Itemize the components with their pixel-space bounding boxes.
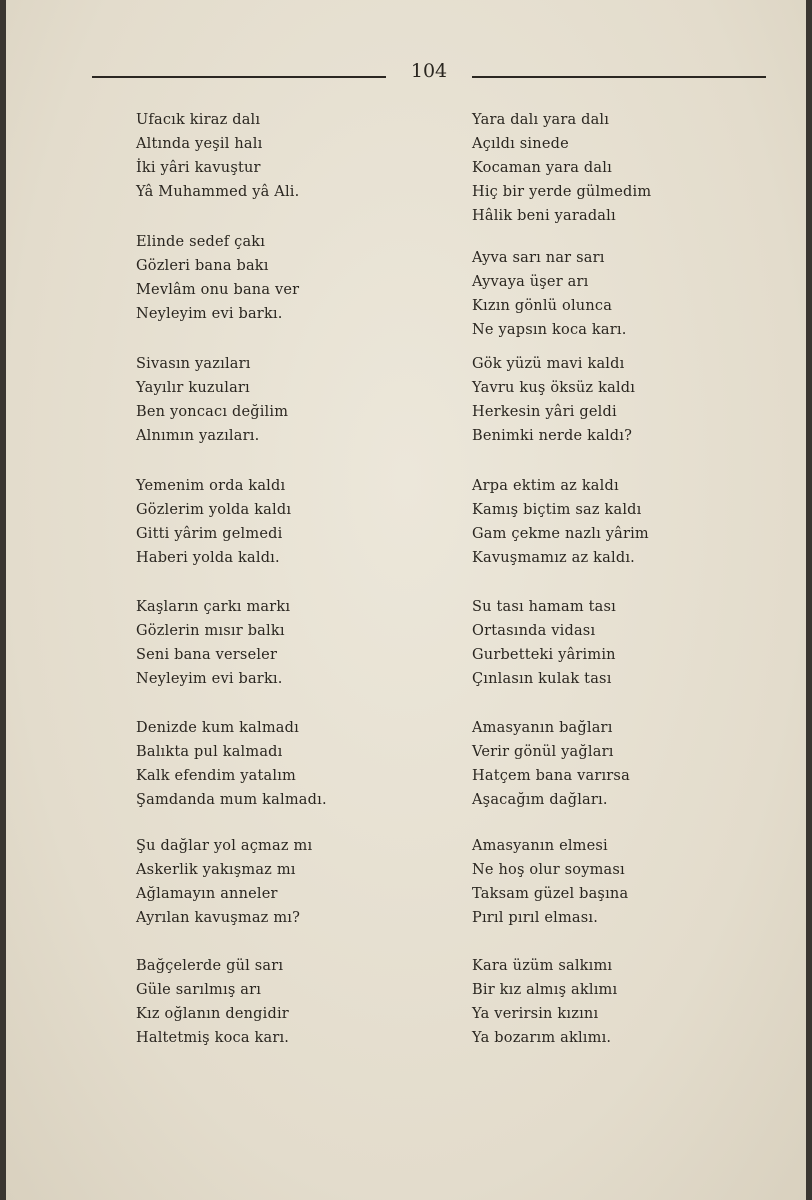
poem-line: Gitti yârim gelmedi [136,526,283,542]
poem-line: Elinde sedef çakı [136,234,266,250]
poem-line: Sivasın yazıları [136,356,251,372]
poem-line: Gözlerin mısır balkı [136,623,285,639]
poem-line: Bir kız almış aklımı [472,982,618,998]
poem-line: Ufacık kiraz dalı [136,112,261,128]
poem-line: Gök yüzü mavi kaldı [472,356,625,372]
poem-line: Kocaman yara dalı [472,160,612,176]
poem-line: Ayvaya üşer arı [472,274,589,290]
poem-line: Amasyanın elmesi [472,838,608,854]
poem-line: Pırıl pırıl elması. [472,910,599,926]
poem-line: Ne yapsın koca karı. [472,322,627,338]
poem-line: Kamış biçtim saz kaldı [472,502,642,518]
page-number: 104 [410,60,448,82]
poem-line: Aşacağım dağları. [472,792,608,808]
poem-line: Açıldı sinede [472,136,569,152]
poem-line: Neyleyim evi barkı. [136,306,283,322]
poem-line: Altında yeşil halı [136,136,263,152]
book-page [6,0,806,1200]
poem-line: Su tası hamam tası [472,599,616,615]
poem-line: Askerlik yakışmaz mı [136,862,296,878]
poem-line: Hâlik beni yaradalı [472,208,616,224]
poem-line: Kavuşmamız az kaldı. [472,550,635,566]
poem-line: Kara üzüm salkımı [472,958,613,974]
poem-line: Çınlasın kulak tası [472,671,612,687]
poem-line: Benimki nerde kaldı? [472,428,633,444]
poem-line: Gam çekme nazlı yârim [472,526,649,542]
poem-line: Kalk efendim yatalım [136,768,296,784]
poem-line: Gözlerim yolda kaldı [136,502,292,518]
header-rule-right [472,76,766,78]
poem-line: Ayrılan kavuşmaz mı? [136,910,301,926]
poem-line: Neyleyim evi barkı. [136,671,283,687]
poem-line: Gurbetteki yârimin [472,647,616,663]
poem-line: Seni bana verseler [136,647,278,663]
poem-line: Yavru kuş öksüz kaldı [472,380,636,396]
poem-line: İki yâri kavuştur [136,160,261,176]
poem-line: Kız oğlanın dengidir [136,1006,289,1022]
poem-line: Mevlâm onu bana ver [136,282,300,298]
poem-line: Güle sarılmış arı [136,982,262,998]
poem-line: Ben yoncacı değilim [136,404,289,420]
poem-line: Hatçem bana varırsa [472,768,630,784]
poem-line: Herkesin yâri geldi [472,404,617,420]
poem-line: Balıkta pul kalmadı [136,744,283,760]
poem-line: Yayılır kuzuları [136,380,250,396]
poem-line: Ya verirsin kızını [472,1006,599,1022]
poem-line: Ayva sarı nar sarı [472,250,605,266]
poem-line: Yâ Muhammed yâ Ali. [136,184,300,200]
poem-line: Yemenim orda kaldı [136,478,286,494]
poem-line: Şamdanda mum kalmadı. [136,792,327,808]
poem-line: Bağçelerde gül sarı [136,958,284,974]
poem-line: Alnımın yazıları. [136,428,260,444]
poem-line: Gözleri bana bakı [136,258,269,274]
poem-line: Kaşların çarkı markı [136,599,291,615]
poem-line: Haltetmiş koca karı. [136,1030,290,1046]
poem-line: Denizde kum kalmadı [136,720,299,736]
poem-line: Yara dalı yara dalı [472,112,610,128]
poem-line: Haberi yolda kaldı. [136,550,280,566]
poem-line: Şu dağlar yol açmaz mı [136,838,313,854]
poem-line: Taksam güzel başına [472,886,629,902]
poem-line: Hiç bir yerde gülmedim [472,184,652,200]
poem-line: Ağlamayın anneler [136,886,278,902]
poem-line: Kızın gönlü olunca [472,298,613,314]
header-rule-left [92,76,386,78]
poem-line: Amasyanın bağları [472,720,613,736]
poem-line: Verir gönül yağları [472,744,614,760]
poem-line: Ortasında vidası [472,623,596,639]
poem-line: Ne hoş olur soyması [472,862,625,878]
poem-line: Arpa ektim az kaldı [472,478,619,494]
poem-line: Ya bozarım aklımı. [472,1030,612,1046]
